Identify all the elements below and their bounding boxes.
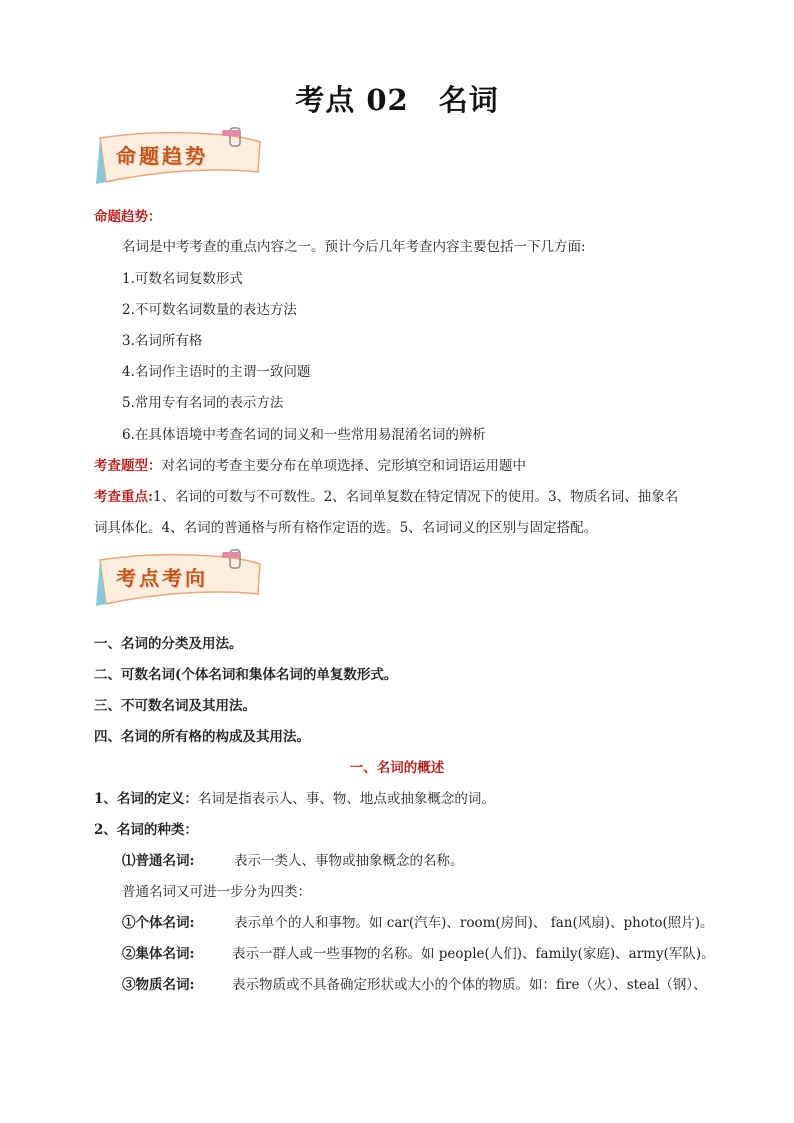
material-noun-line — [122, 976, 707, 994]
common-noun-line — [122, 852, 464, 870]
collective-noun-text: 表示一群人或一些事物的名称。如 people(人们)、family(家庭)、army(军队)。 — [232, 946, 715, 962]
title-part2: 名词 — [438, 83, 499, 117]
common-noun-text: 表示一类人、事物或抽象概念的名称。 — [234, 853, 464, 869]
collective-noun-label: ②集体名词: — [122, 946, 195, 962]
trend-item: 5.常用专有名词的表示方法 — [122, 395, 284, 411]
exam-focus-text2: 词具体化。4、名词的普通格与所有格作定语的选。5、名词词义的区别与固定搭配。 — [94, 520, 598, 536]
sub-intro: 普通名词又可进一步分为四类： — [122, 884, 311, 900]
trend-label: 命题趋势： — [94, 209, 162, 225]
direction-item: 四、名词的所有格的构成及其用法。 — [94, 729, 310, 745]
kinds-label: 2、名词的种类： — [94, 822, 198, 838]
common-noun-label: ⑴普通名词: — [122, 853, 195, 869]
direction-item: 二、可数名词(个体名词和集体名词的单复数形式。 — [94, 667, 398, 683]
trend-item: 6.在具体语境中考查名词的词义和一些常用易混淆名词的辨析 — [122, 427, 486, 443]
trend-banner-text: 命题趋势 — [116, 144, 208, 168]
direction-item: 三、不可数名词及其用法。 — [94, 698, 256, 714]
collective-noun-line — [122, 945, 715, 963]
individual-noun-line — [122, 914, 714, 932]
definition-label: 1、名词的定义： — [94, 791, 198, 807]
material-noun-label: ③物质名词: — [122, 977, 195, 993]
exam-focus-line — [94, 488, 678, 506]
trend-item: 3.名词所有格 — [122, 333, 203, 349]
trend-item: 4.名词作主语时的主谓一致问题 — [122, 364, 311, 380]
exam-focus-text1: 1、名词的可数与不可数性。2、名词单复数在特定情况下的使用。3、物质名词、抽象名 — [152, 489, 679, 505]
material-noun-text: 表示物质或不具备确定形状或大小的个体的物质。如：fire（火）、steal（钢）、 — [232, 977, 707, 993]
exam-type-text: 对名词的考查主要分布在单项选择、完形填空和词语运用题中 — [161, 458, 526, 474]
definition-text: 名词是指表示人、事、物、地点或抽象概念的词。 — [197, 791, 495, 807]
title-part1: 考点 02 — [295, 83, 409, 117]
direction-banner-text: 考点考向 — [116, 566, 208, 590]
trend-intro: 名词是中考考查的重点内容之一。预计今后几年考查内容主要包括一下几方面: — [122, 239, 586, 255]
trend-banner — [92, 126, 268, 188]
exam-type-line — [94, 457, 526, 475]
exam-type-label: 考查题型： — [94, 458, 162, 474]
definition-line — [94, 790, 495, 808]
trend-item: 1.可数名词复数形式 — [122, 271, 243, 287]
exam-focus-label: 考查重点: — [94, 489, 153, 505]
overview-heading: 一、名词的概述 — [349, 760, 445, 776]
direction-item: 一、名词的分类及用法。 — [94, 636, 243, 652]
individual-noun-text: 表示单个的人和事物。如 car(汽车)、room(房间)、 fan(风扇)、photo(照片)。 — [234, 915, 714, 931]
individual-noun-label: ①个体名词: — [122, 915, 195, 931]
page-title — [0, 78, 794, 119]
trend-item: 2.不可数名词数量的表达方法 — [122, 302, 297, 318]
direction-banner — [92, 548, 268, 610]
